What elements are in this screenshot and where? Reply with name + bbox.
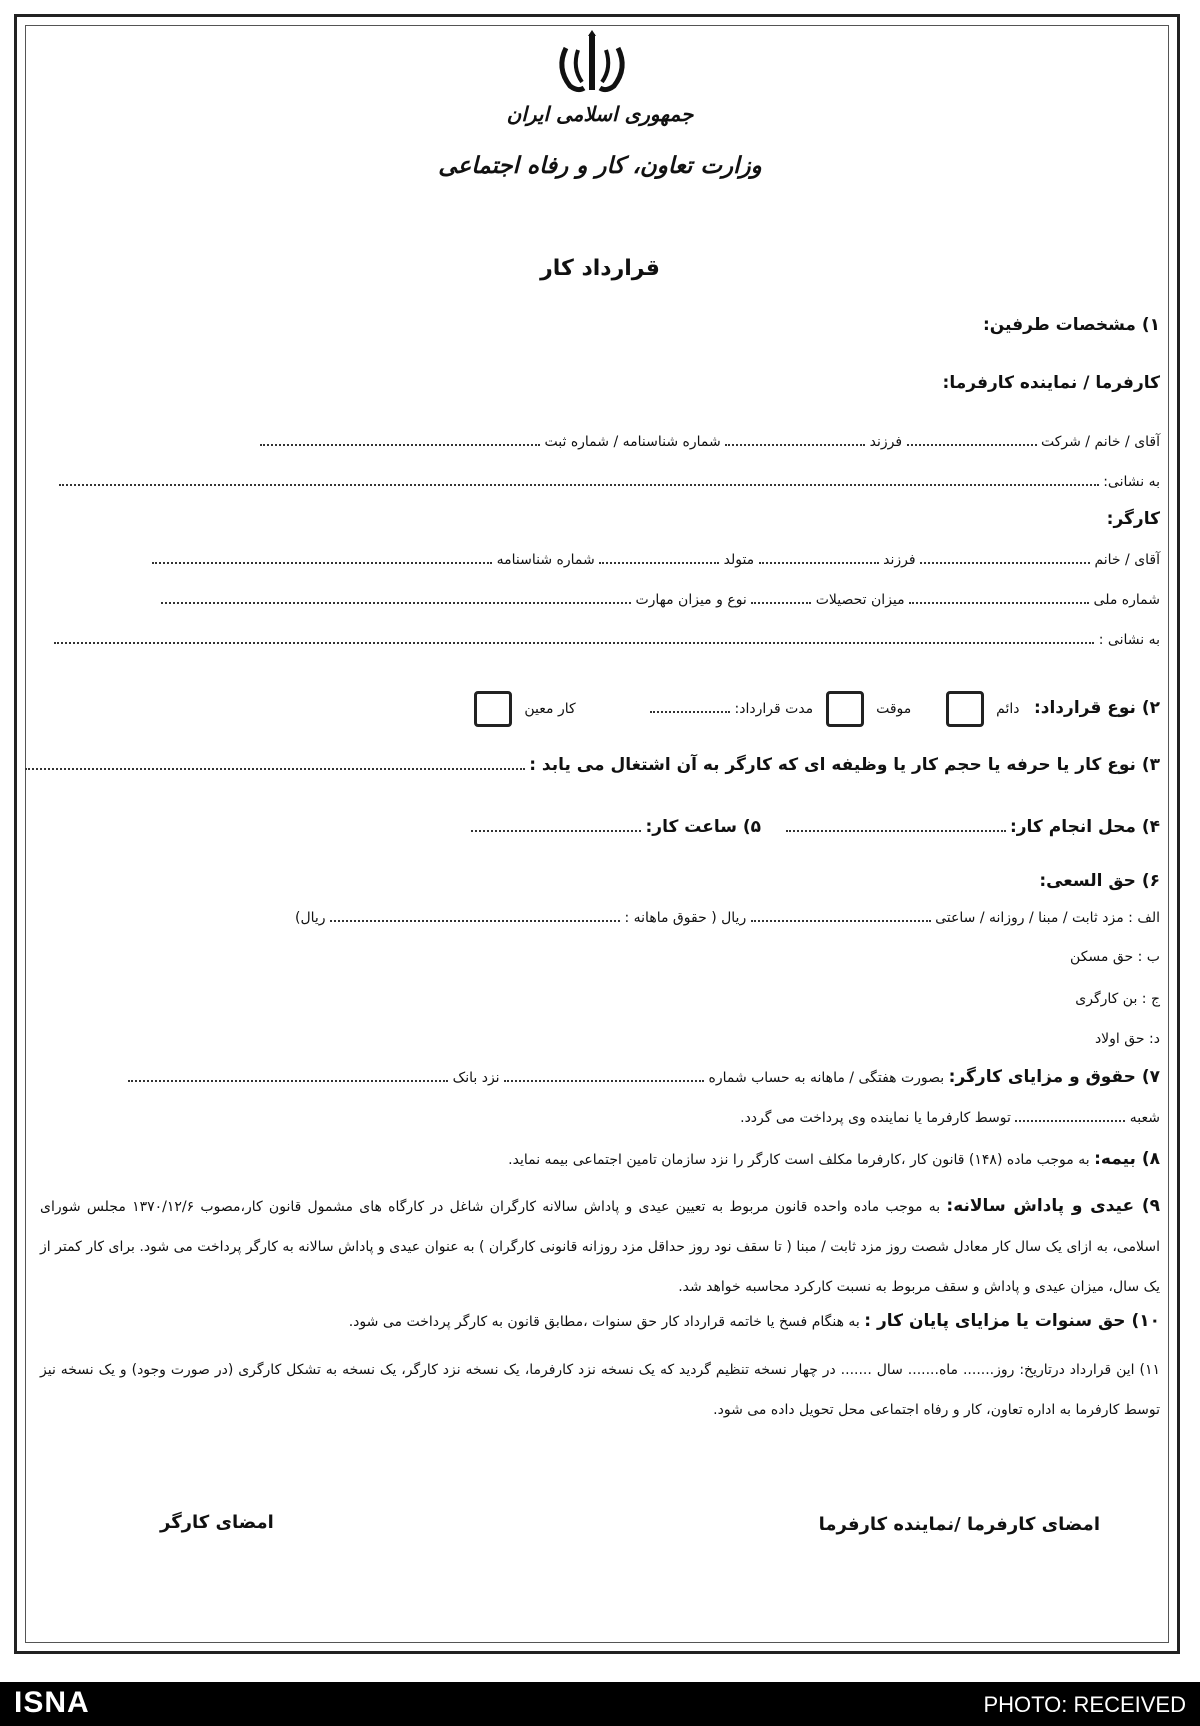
- document-title: قرارداد کار: [540, 256, 660, 281]
- worker-national-id-label: شماره ملی: [1093, 592, 1160, 608]
- bank-field[interactable]: [128, 1066, 448, 1082]
- insurance-text: به موجب ماده (۱۴۸) قانون کار ،کارفرما مکلف است کارگر را نزد سازمان تامین اجتماعی بیمه نماید.: [508, 1152, 1090, 1168]
- section2-heading: ۲) نوع قرارداد:: [1033, 698, 1160, 718]
- job-type-line: [25, 754, 1160, 777]
- employer-line1: [260, 430, 1160, 453]
- child-allowance: د: حق اولاد: [1094, 1031, 1160, 1047]
- worker-name-field[interactable]: [920, 548, 1090, 564]
- base-wage-field[interactable]: [751, 906, 931, 922]
- employer-father-label: فرزند: [869, 434, 903, 450]
- employer-name-label: آقای / خانم / شرکت: [1040, 434, 1160, 450]
- specific-work-checkbox[interactable]: [474, 691, 512, 727]
- job-type-field[interactable]: [25, 754, 525, 770]
- salary-payment-line: [128, 1066, 1160, 1089]
- work-hours-label: ۵) ساعت کار:: [645, 817, 762, 837]
- ministry-name: وزارت تعاون، کار و رفاه اجتماعی: [438, 152, 762, 179]
- job-type-label: ۳) نوع کار یا حرفه یا حجم کار یا وظیفه ای که کارگر به آن اشتغال می یابد :: [529, 755, 1160, 775]
- monthly-salary-field[interactable]: [330, 906, 620, 922]
- section10-heading: ۱۰) حق سنوات یا مزایای پایان کار :: [864, 1311, 1160, 1331]
- monthly-salary-label: ریال ( حقوق ماهانه :: [624, 910, 747, 926]
- work-place-label: ۴) محل انجام کار:: [1009, 817, 1160, 837]
- section7-heading: ۷) حقوق و مزایای کارگر:: [948, 1067, 1160, 1087]
- severance-text: به هنگام فسخ یا خاتمه قرارداد کار حق سنوات ،مطابق قانون به کارگر پرداخت می شود.: [348, 1314, 860, 1330]
- duration-field[interactable]: [650, 697, 730, 713]
- worker-signature-label: امضای کارگر: [160, 1512, 274, 1533]
- worker-line1: [152, 548, 1160, 571]
- section6-heading: ۶) حق السعی:: [1039, 871, 1160, 891]
- place-hours-line: [471, 816, 1160, 839]
- copies-paragraph: ۱۱) این قرارداد درتاریخ: روز....... ماه....... سال ....... در چهار نسخه تنظیم گردید که یک نسخه نزد کارفرما، یک نسخه نزد کارگر، یک نسخه به تشکل کارگری (در صورت وجود) و یک نسخه نیز توسط کارفرما به اداره تعاون، کار و رفاه اجتماعی محل تحویل داده می شود.: [40, 1362, 1160, 1418]
- employer-id-field[interactable]: [260, 430, 540, 446]
- worker-id-field[interactable]: [152, 548, 492, 564]
- photo-credit: PHOTO: RECEIVED: [983, 1692, 1186, 1717]
- bonus-text: به موجب ماده واحده قانون مربوط به تعیین عیدی و پاداش سالانه کارگران شاغل در کارگاه های مشمول قانون کار،مصوب ۱۳۷۰/۱۲/۶ مجلس شورای اسلامی، به ازای یک سال کار معادل شصت روز مزد ثابت / مبنا ( تا سقف نود روز حداقل مزد روزانه قانونی کارگران ) به عنوان عیدی و پاداش سالانه به کارگر پرداخت می شود. برای کار کمتر از یک سال، میزان عیدی و پاداش و سقف مربوط به نسبت کارکرد محاسبه خواهد شد.: [40, 1199, 1160, 1295]
- rial-close-label: ریال): [295, 910, 326, 926]
- employer-father-field[interactable]: [725, 430, 865, 446]
- worker-birth-label: متولد: [723, 552, 755, 568]
- worker-coupon: ج : بن کارگری: [1075, 991, 1160, 1007]
- branch-label: شعبه: [1129, 1110, 1160, 1126]
- employer-heading: کارفرما / نماینده کارفرما:: [942, 373, 1160, 393]
- branch-line: [740, 1106, 1160, 1129]
- worker-name-label: آقای / خانم: [1094, 552, 1160, 568]
- account-number-field[interactable]: [504, 1066, 704, 1082]
- worker-national-id-field[interactable]: [909, 588, 1089, 604]
- isna-logo: ISNA: [14, 1686, 90, 1719]
- worker-heading: کارگر:: [1106, 509, 1160, 529]
- worker-id-label: شماره شناسنامه: [496, 552, 595, 568]
- section1-heading: ۱) مشخصات طرفین:: [982, 315, 1160, 335]
- section8-heading: ۸) بیمه:: [1094, 1149, 1160, 1169]
- contract-type-line: [466, 690, 1160, 727]
- employer-address-line: [59, 470, 1160, 493]
- employer-id-label: شماره شناسنامه / شماره ثبت: [544, 434, 721, 450]
- worker-skill-field[interactable]: [161, 588, 631, 604]
- worker-address-line: [54, 628, 1160, 651]
- worker-birth-field[interactable]: [599, 548, 719, 564]
- worker-father-label: فرزند: [883, 552, 916, 568]
- duration-label: مدت قرارداد:: [734, 701, 814, 717]
- employer-signature-label: امضای کارفرما /نماینده کارفرما: [818, 1514, 1100, 1535]
- employer-address-field[interactable]: [59, 470, 1099, 486]
- bonus-paragraph: [40, 1186, 1160, 1307]
- bank-label: نزد بانک: [452, 1070, 500, 1086]
- worker-education-field[interactable]: [751, 588, 811, 604]
- base-wage-label: الف : مزد ثابت / مبنا / روزانه / ساعتی: [935, 910, 1160, 926]
- specific-work-label: کار معین: [524, 701, 576, 717]
- worker-line2: [161, 588, 1160, 611]
- iran-emblem-icon: [552, 28, 632, 100]
- country-name: جمهوری اسلامی ایران: [506, 102, 694, 126]
- permanent-checkbox[interactable]: [946, 691, 984, 727]
- work-hours-field[interactable]: [471, 816, 641, 832]
- worker-father-field[interactable]: [759, 548, 879, 564]
- worker-skill-label: نوع و میزان مهارت: [635, 592, 747, 608]
- temporary-label: موقت: [876, 701, 912, 717]
- wage-line: [295, 906, 1160, 929]
- photo-credit-bar: [0, 1682, 1200, 1726]
- permanent-label: دائم: [996, 701, 1020, 717]
- account-label: بصورت هفتگی / ماهانه به حساب شماره: [708, 1070, 945, 1086]
- work-place-field[interactable]: [786, 816, 1006, 832]
- payment-note: توسط کارفرما یا نماینده وی پرداخت می گردد.: [740, 1110, 1011, 1126]
- housing-allowance: ب : حق مسکن: [1070, 949, 1160, 965]
- severance-line: [349, 1310, 1160, 1333]
- section9-heading: ۹) عیدی و پاداش سالانه:: [946, 1196, 1160, 1216]
- temporary-checkbox[interactable]: [826, 691, 864, 727]
- worker-address-field[interactable]: [54, 628, 1094, 644]
- worker-education-label: میزان تحصیلات: [815, 592, 905, 608]
- worker-address-label: به نشانی :: [1098, 632, 1160, 648]
- branch-field[interactable]: [1015, 1106, 1125, 1122]
- employer-address-label: به نشانی:: [1103, 474, 1160, 490]
- employer-name-field[interactable]: [907, 430, 1037, 446]
- insurance-line: [508, 1148, 1160, 1171]
